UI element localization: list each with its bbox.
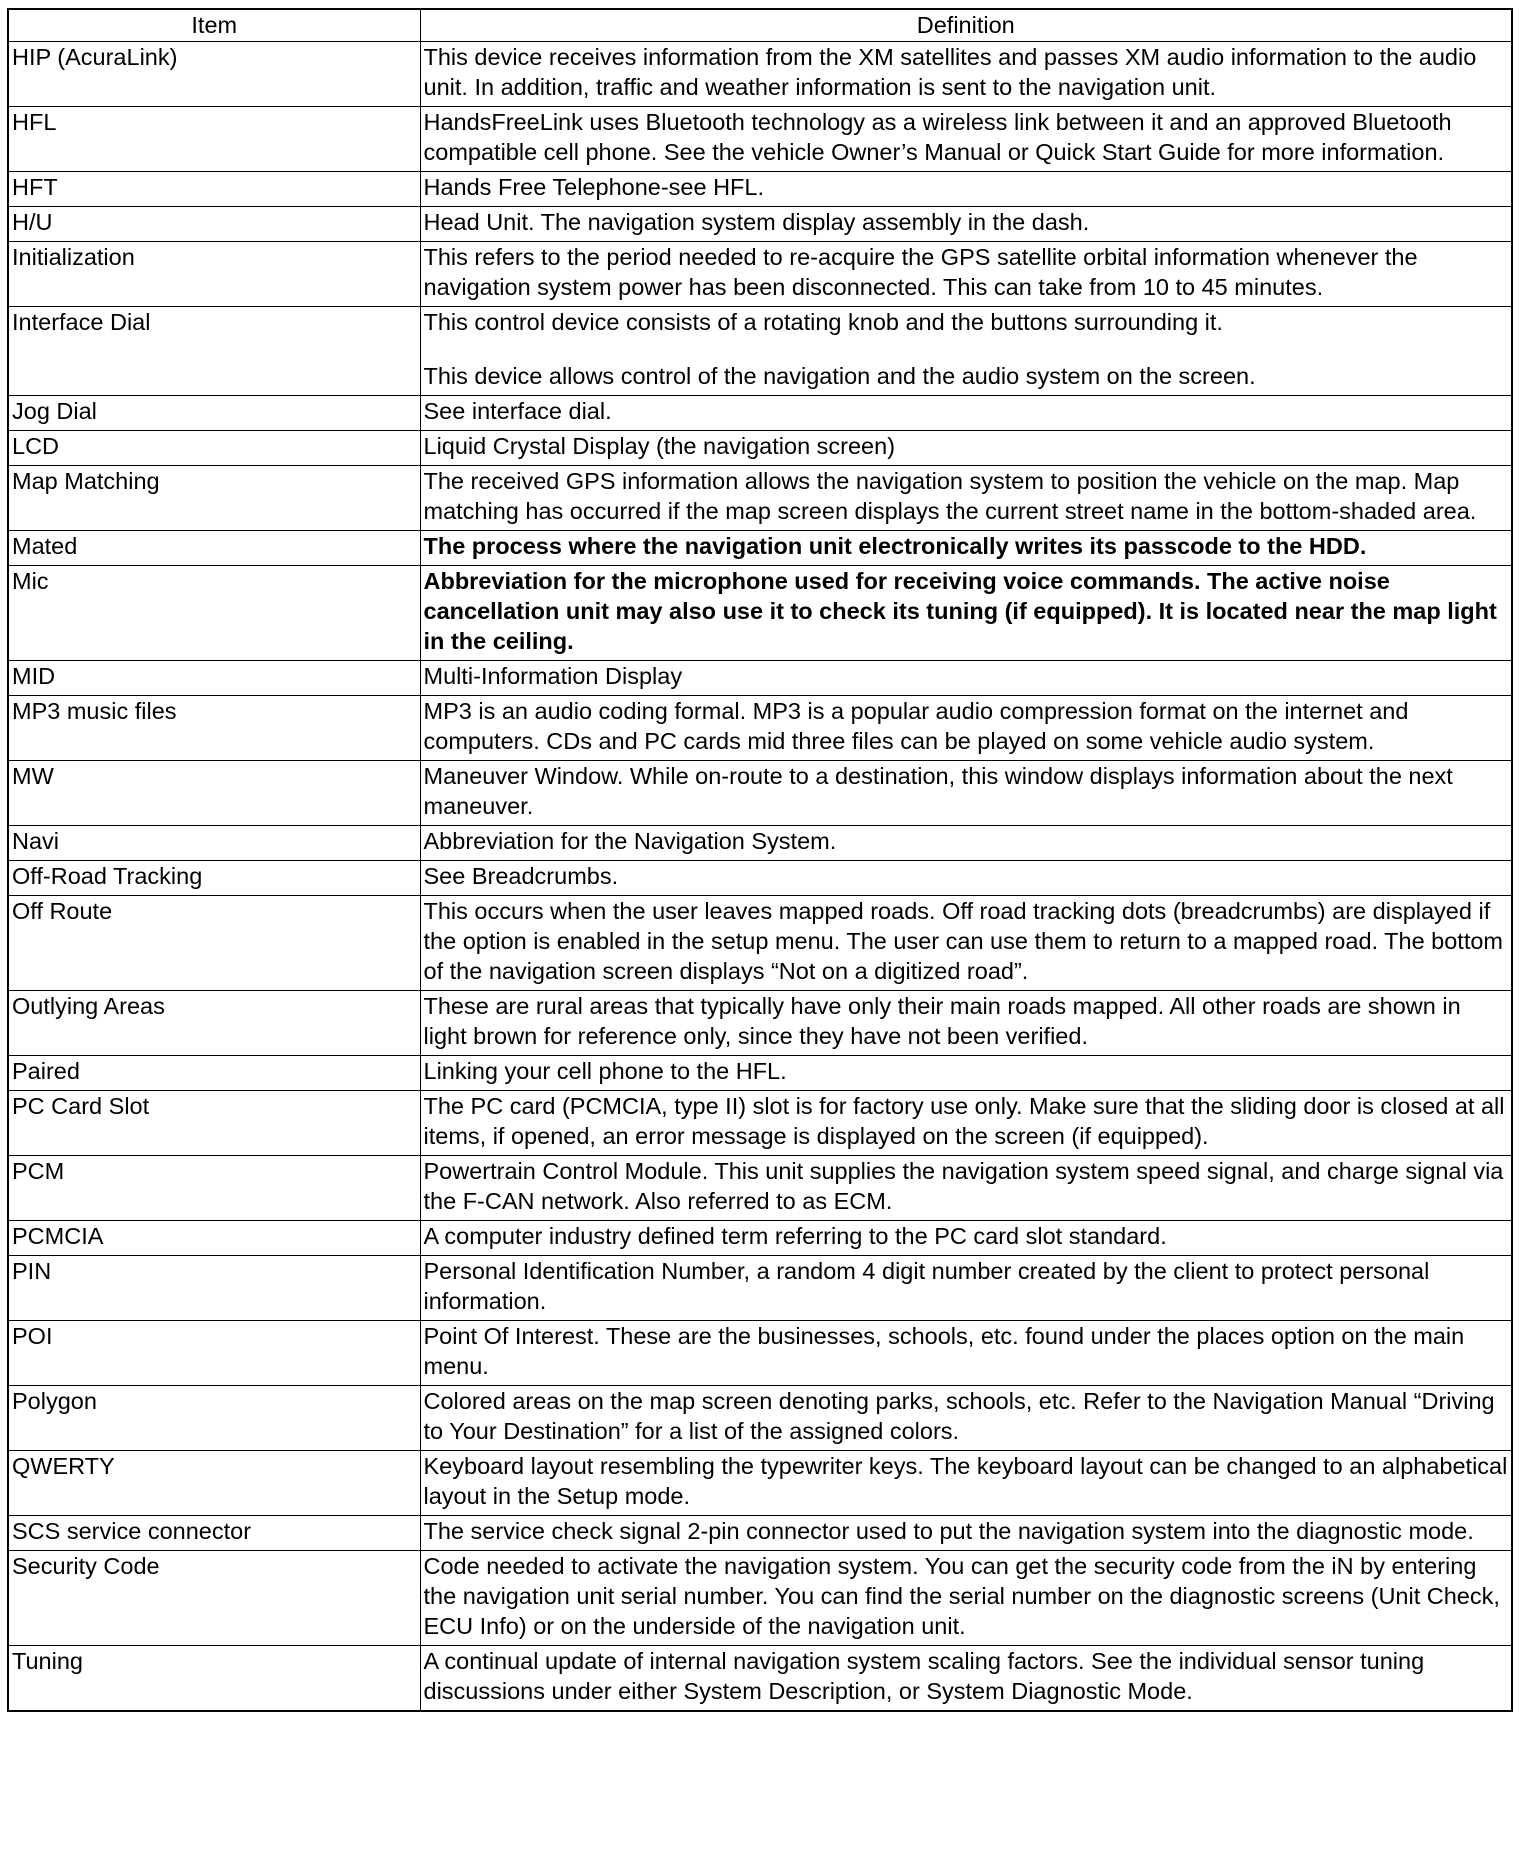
definition-cell: Head Unit. The navigation system display assembly in the dash.: [420, 207, 1512, 242]
term-cell: Security Code: [8, 1551, 420, 1646]
term-cell: HFT: [8, 172, 420, 207]
term-cell: Paired: [8, 1056, 420, 1091]
term-cell: Interface Dial: [8, 307, 420, 396]
term-cell: Navi: [8, 826, 420, 861]
term-cell: PCMCIA: [8, 1221, 420, 1256]
definition-cell: This device receives information from the XM satellites and passes XM audio information to the audio unit. In addition, traffic and weather information is sent to the navigation unit.: [420, 42, 1512, 107]
table-row: [8, 1091, 1512, 1156]
term-cell: LCD: [8, 431, 420, 466]
table-row: [8, 991, 1512, 1056]
term-cell: PIN: [8, 1256, 420, 1321]
definition-cell: Hands Free Telephone-see HFL.: [420, 172, 1512, 207]
table-row: [8, 826, 1512, 861]
term-cell: HIP (AcuraLink): [8, 42, 420, 107]
term-cell: PCM: [8, 1156, 420, 1221]
definition-cell: MP3 is an audio coding formal. MP3 is a popular audio compression format on the internet and computers. CDs and PC cards mid three files can be played on some vehicle audio system.: [420, 696, 1512, 761]
definition-cell: A continual update of internal navigation system scaling factors. See the individual sensor tuning discussions under either System Description, or System Diagnostic Mode.: [420, 1646, 1512, 1712]
term-cell: Mated: [8, 531, 420, 566]
definition-cell: Personal Identification Number, a random 4 digit number created by the client to protect personal information.: [420, 1256, 1512, 1321]
column-header-item: Item: [8, 9, 420, 42]
definition-cell: Colored areas on the map screen denoting parks, schools, etc. Refer to the Navigation Manual “Driving to Your Destination” for a list of the assigned colors.: [420, 1386, 1512, 1451]
table-row: [8, 207, 1512, 242]
table-row: [8, 861, 1512, 896]
header-row: [8, 9, 1512, 42]
definition-cell: Powertrain Control Module. This unit supplies the navigation system speed signal, and charge signal via the F-CAN network. Also referred to as ECM.: [420, 1156, 1512, 1221]
definition-paragraph: This device allows control of the navigation and the audio system on the screen.: [423, 363, 1256, 389]
definition-cell: [420, 307, 1512, 396]
term-cell: Jog Dial: [8, 396, 420, 431]
table-row: [8, 42, 1512, 107]
table-row: [8, 396, 1512, 431]
table-row: [8, 761, 1512, 826]
table-row: [8, 466, 1512, 531]
definition-cell: This occurs when the user leaves mapped roads. Off road tracking dots (breadcrumbs) are displayed if the option is enabled in the setup menu. The user can use them to return to a mapped road. The bottom of the navigation screen displays “Not on a digitized road”.: [420, 896, 1512, 991]
definition-cell: Abbreviation for the Navigation System.: [420, 826, 1512, 861]
table-row: [8, 1516, 1512, 1551]
term-cell: HFL: [8, 107, 420, 172]
table-row: [8, 1256, 1512, 1321]
table-row: [8, 531, 1512, 566]
term-cell: SCS service connector: [8, 1516, 420, 1551]
term-cell: Initialization: [8, 242, 420, 307]
term-cell: Mic: [8, 566, 420, 661]
table-row: [8, 1221, 1512, 1256]
term-cell: Off-Road Tracking: [8, 861, 420, 896]
term-cell: MP3 music files: [8, 696, 420, 761]
term-cell: MW: [8, 761, 420, 826]
table-row: [8, 242, 1512, 307]
table-row: [8, 307, 1512, 396]
glossary-table: [7, 8, 1513, 1712]
table-row: [8, 896, 1512, 991]
definition-cell: Maneuver Window. While on-route to a destination, this window displays information about the next maneuver.: [420, 761, 1512, 826]
definition-cell: See Breadcrumbs.: [420, 861, 1512, 896]
definition-cell: Abbreviation for the microphone used for receiving voice commands. The active noise cancellation unit may also use it to check its tuning (if equipped). It is located near the map light in the ceiling.: [420, 566, 1512, 661]
table-row: [8, 1451, 1512, 1516]
term-cell: POI: [8, 1321, 420, 1386]
definition-cell: Point Of Interest. These are the businesses, schools, etc. found under the places option on the main menu.: [420, 1321, 1512, 1386]
term-cell: Tuning: [8, 1646, 420, 1712]
table-row: [8, 566, 1512, 661]
table-row: [8, 1056, 1512, 1091]
definition-cell: The PC card (PCMCIA, type II) slot is for factory use only. Make sure that the sliding door is closed at all items, if opened, an error message is displayed on the screen (if equipped).: [420, 1091, 1512, 1156]
table-row: [8, 431, 1512, 466]
table-row: [8, 1156, 1512, 1221]
table-row: [8, 661, 1512, 696]
term-cell: QWERTY: [8, 1451, 420, 1516]
table-row: [8, 1386, 1512, 1451]
definition-cell: See interface dial.: [420, 396, 1512, 431]
term-cell: Off Route: [8, 896, 420, 991]
column-header-definition: Definition: [420, 9, 1512, 42]
definition-cell: Linking your cell phone to the HFL.: [420, 1056, 1512, 1091]
definition-cell: Multi-Information Display: [420, 661, 1512, 696]
definition-paragraph: This control device consists of a rotating knob and the buttons surrounding it.: [423, 309, 1223, 335]
term-cell: Map Matching: [8, 466, 420, 531]
table-row: [8, 107, 1512, 172]
term-cell: MID: [8, 661, 420, 696]
definition-cell: This refers to the period needed to re-acquire the GPS satellite orbital information whenever the navigation system power has been disconnected. This can take from 10 to 45 minutes.: [420, 242, 1512, 307]
table-row: [8, 696, 1512, 761]
definition-cell: Liquid Crystal Display (the navigation screen): [420, 431, 1512, 466]
term-cell: H/U: [8, 207, 420, 242]
term-cell: PC Card Slot: [8, 1091, 420, 1156]
definition-cell: HandsFreeLink uses Bluetooth technology as a wireless link between it and an approved Bluetooth compatible cell phone. See the vehicle Owner’s Manual or Quick Start Guide for more information.: [420, 107, 1512, 172]
definition-cell: Keyboard layout resembling the typewriter keys. The keyboard layout can be changed to an alphabetical layout in the Setup mode.: [420, 1451, 1512, 1516]
table-row: [8, 1551, 1512, 1646]
table-row: [8, 172, 1512, 207]
definition-cell: The service check signal 2-pin connector used to put the navigation system into the diagnostic mode.: [420, 1516, 1512, 1551]
definition-cell: A computer industry defined term referring to the PC card slot standard.: [420, 1221, 1512, 1256]
term-cell: Outlying Areas: [8, 991, 420, 1056]
definition-cell: These are rural areas that typically have only their main roads mapped. All other roads are shown in light brown for reference only, since they have not been verified.: [420, 991, 1512, 1056]
definition-cell: The process where the navigation unit electronically writes its passcode to the HDD.: [420, 531, 1512, 566]
table-row: [8, 1646, 1512, 1712]
term-cell: Polygon: [8, 1386, 420, 1451]
table-row: [8, 1321, 1512, 1386]
definition-cell: Code needed to activate the navigation system. You can get the security code from the iN by entering the navigation unit serial number. You can find the serial number on the diagnostic screens (Unit Check, ECU Info) or on the underside of the navigation unit.: [420, 1551, 1512, 1646]
definition-cell: The received GPS information allows the navigation system to position the vehicle on the map. Map matching has occurred if the map screen displays the current street name in the bottom-shaded area.: [420, 466, 1512, 531]
